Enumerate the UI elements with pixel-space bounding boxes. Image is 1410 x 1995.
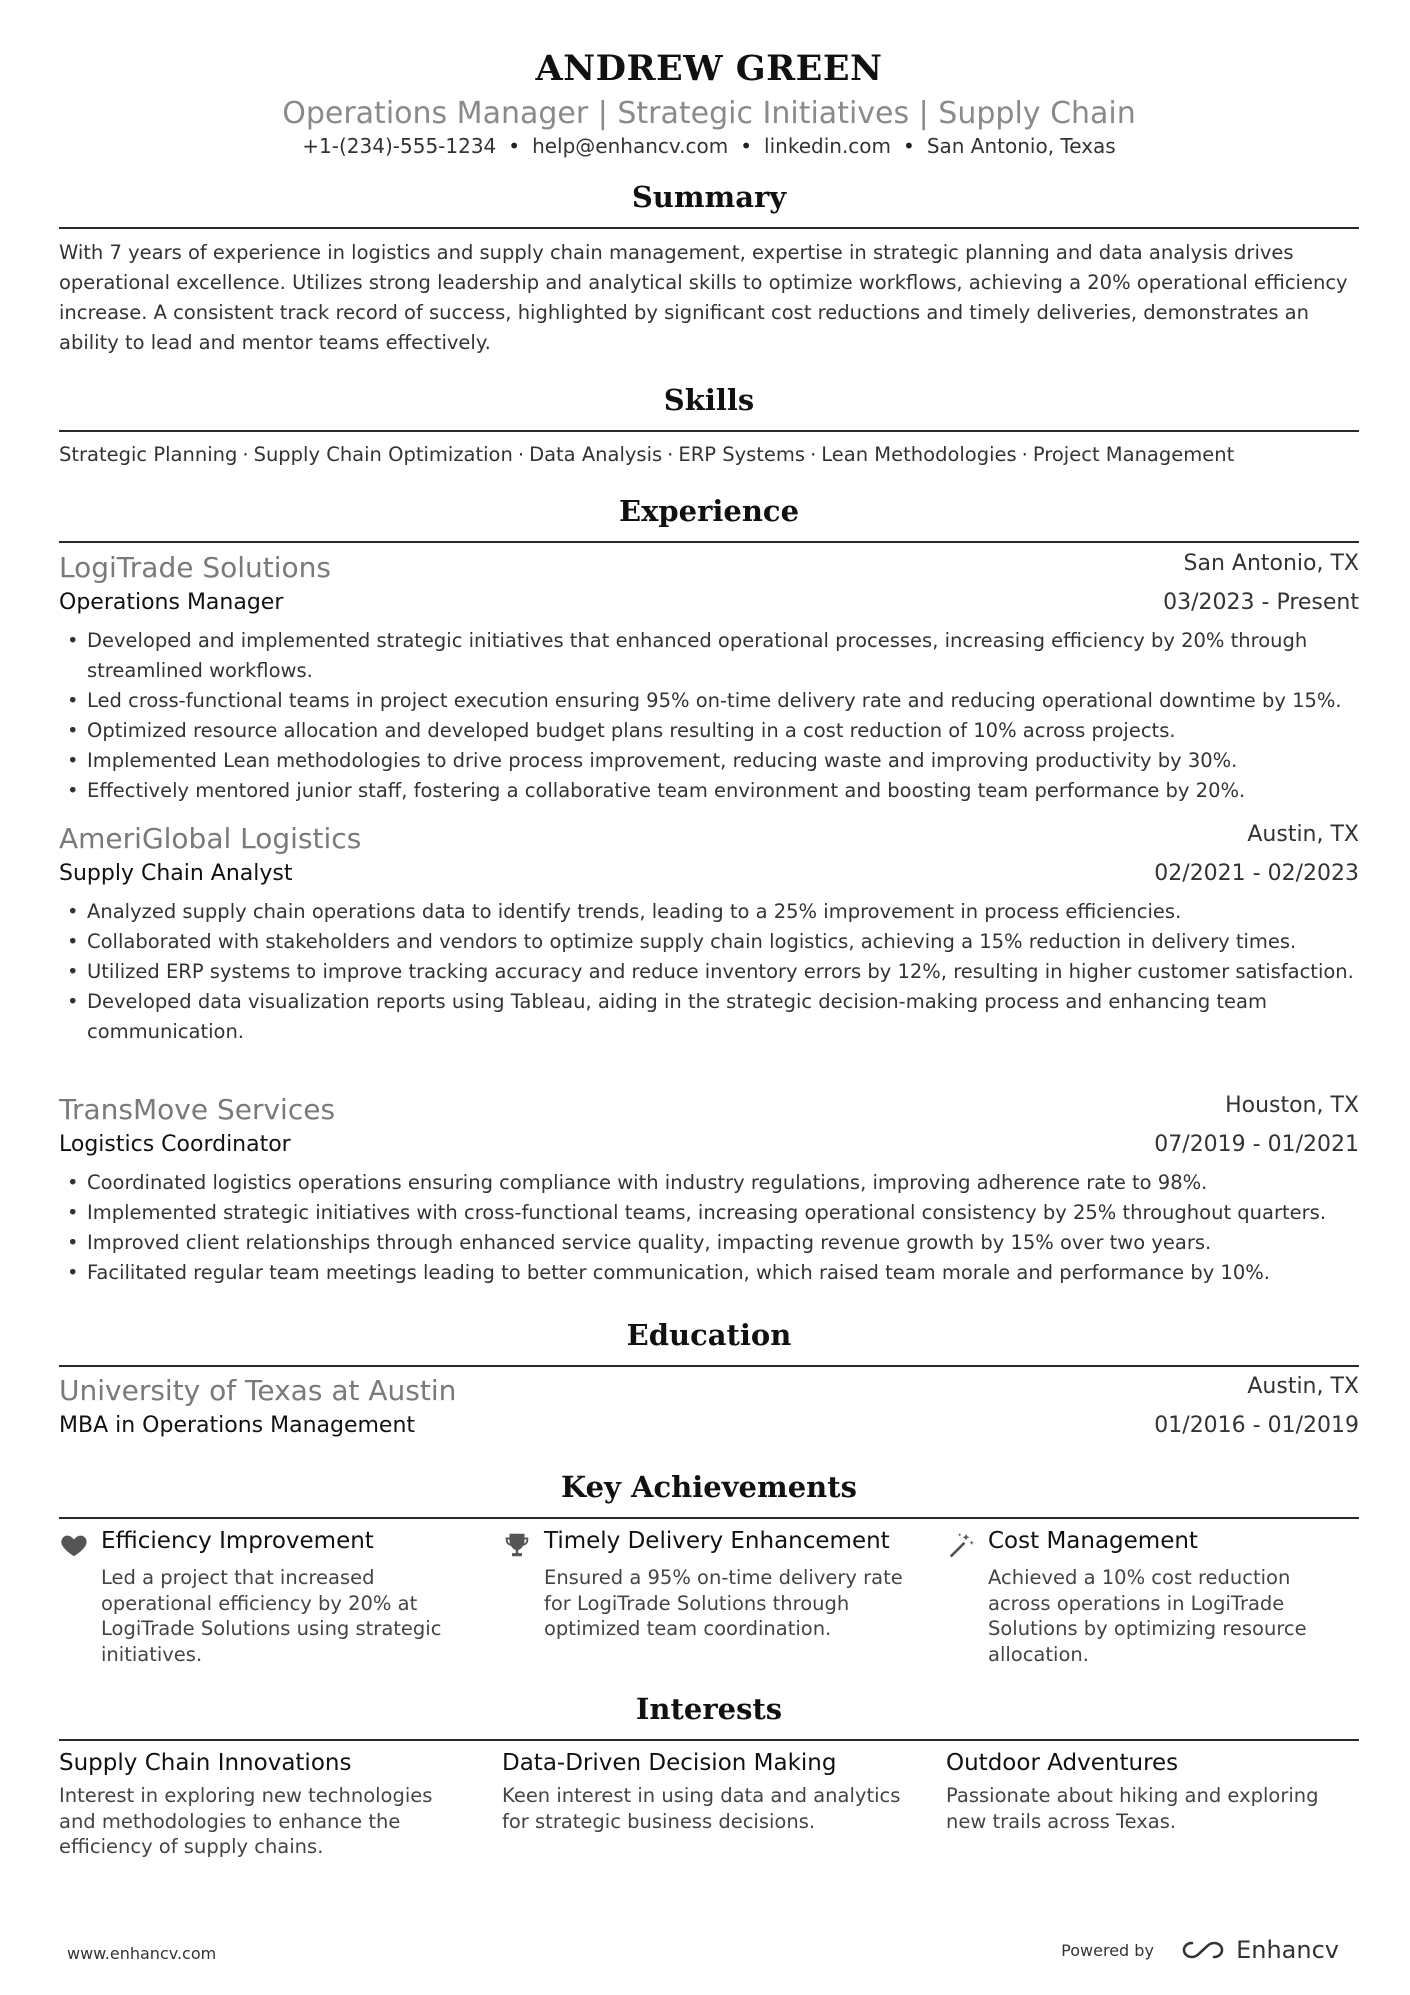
list-item: • Led cross-functional teams in project execution ensuring 95% on-time delivery rate and reducing operational downtime by 15%. [59,686,1359,716]
powered-by-badge[interactable] [1061,1936,1339,1966]
email-link[interactable]: help@enhancv.com [532,134,729,158]
job-header [59,822,1359,856]
job-header [59,551,1359,585]
separator-dot: • [903,134,915,158]
skills-list: Strategic Planning · Supply Chain Optimization · Data Analysis · ERP Systems · Lean Methodologies · Project Management [59,443,1235,466]
interest-item [59,1750,479,1860]
job-title: Logistics Coordinator [59,1132,291,1157]
skill-item: Data Analysis [529,443,663,466]
achievement-desc: Led a project that increased operational efficiency by 20% at LogiTrade Solutions using strategic initiatives. [101,1566,442,1666]
section-divider [59,1739,1359,1741]
interest-desc: Keen interest in using data and analytics for strategic business decisions. [502,1784,901,1833]
school-location: Austin, TX [1247,1374,1359,1399]
job-bullets [59,1168,1359,1288]
achievement-desc: Ensured a 95% on-time delivery rate for LogiTrade Solutions through optimized team coordination. [544,1566,903,1640]
list-item: • Utilized ERP systems to improve tracking accuracy and reduce inventory errors by 12%, resulting in higher customer satisfaction. [59,957,1359,987]
location: San Antonio, Texas [926,134,1116,158]
achievement-title: Timely Delivery Enhancement [544,1528,890,1554]
job-role-row [59,590,1359,624]
section-divider [59,227,1359,229]
interest-desc: Interest in exploring new technologies and methodologies to enhance the efficiency of supply chains. [59,1784,433,1858]
separator-dot: • [508,134,521,158]
section-divider [59,1517,1359,1519]
section-divider [59,430,1359,432]
list-item: • Collaborated with stakeholders and vendors to optimize supply chain logistics, achieving a 15% reduction in delivery times. [59,927,1359,957]
job-location: Houston, TX [1225,1093,1359,1118]
headline: Operations Manager | Strategic Initiatives | Supply Chain [282,96,1136,131]
list-item: • Improved client relationships through enhanced service quality, impacting revenue growth by 15% over two years. [59,1228,1359,1258]
job-dates: 03/2023 - Present [1163,590,1359,615]
degree: MBA in Operations Management [59,1413,416,1438]
list-item: • Analyzed supply chain operations data to identify trends, leading to a 25% improvement in process efficiencies. [59,897,1359,927]
section-title-achievements: Key Achievements [561,1470,857,1504]
heart-icon [59,1530,89,1560]
section-divider [59,541,1359,543]
company-name: LogiTrade Solutions [59,551,332,584]
brand-name: Enhancv [1236,1936,1339,1964]
job-bullets [59,897,1359,1047]
phone[interactable]: +1-(234)-555-1234 [302,134,497,158]
website-link[interactable]: www.enhancv.com [67,1944,217,1963]
interest-title: Outdoor Adventures [946,1750,1179,1776]
company-name: AmeriGlobal Logistics [59,822,362,855]
list-item: • Developed and implemented strategic initiatives that enhanced operational processes, increasing efficiency by 20% through streamlined workflows. [59,626,1359,686]
skill-item: Supply Chain Optimization [253,443,513,466]
skill-item: Lean Methodologies [821,443,1017,466]
section-divider [59,1365,1359,1367]
interest-title: Data-Driven Decision Making [502,1750,837,1776]
list-item: • Coordinated logistics operations ensuring compliance with industry regulations, improving adherence rate to 98%. [59,1168,1359,1198]
resume-page [59,0,1359,1995]
contact-line [59,134,1359,158]
interest-desc: Passionate about hiking and exploring new trails across Texas. [946,1784,1319,1833]
job-bullets [59,626,1359,806]
job-title: Operations Manager [59,590,284,615]
interest-item [946,1750,1366,1834]
list-item: • Optimized resource allocation and developed budget plans resulting in a cost reduction of 10% across projects. [59,716,1359,746]
section-title-education: Education [626,1318,792,1352]
section-title-skills: Skills [663,383,755,417]
company-name: TransMove Services [59,1093,336,1126]
powered-by-label: Powered by [1061,1940,1154,1960]
job-role-row [59,861,1359,895]
list-item: • Developed data visualization reports using Tableau, aiding in the strategic decision-making process and enhancing team communication. [59,987,1359,1047]
job-dates: 07/2019 - 01/2021 [1154,1132,1359,1157]
summary-text: With 7 years of experience in logistics and supply chain management, expertise in strategic planning and data analysis drives operational excellence. Utilizes strong leadership and analytical skills to optimize workflows, achieving a 20% operational efficiency increase. A consistent track record of success, highlighted by significant cost reductions and timely deliveries, demonstrates an ability to lead and mentor teams effectively. [59,241,1348,354]
skill-item: Strategic Planning [59,443,238,466]
job-title: Supply Chain Analyst [59,861,293,886]
separator-dot: • [740,134,753,158]
job-location: San Antonio, TX [1183,551,1359,576]
job-role-row [59,1132,1359,1166]
list-item: • Implemented Lean methodologies to drive process improvement, reducing waste and improving productivity by 30%. [59,746,1359,776]
education-degree-row [59,1413,1359,1447]
education-header [59,1374,1359,1408]
interest-title: Supply Chain Innovations [59,1750,352,1776]
trophy-icon [502,1530,532,1560]
interest-item [502,1750,922,1834]
enhancv-logo-icon [1181,1939,1225,1961]
achievement-title: Cost Management [988,1528,1198,1554]
list-item: • Effectively mentored junior staff, fostering a collaborative team environment and boosting team performance by 20%. [59,776,1359,806]
job-dates: 02/2021 - 02/2023 [1154,861,1359,886]
candidate-name: ANDREW GREEN [535,48,883,89]
linkedin-link[interactable]: linkedin.com [764,134,892,158]
skill-item: ERP Systems [678,443,806,466]
job-location: Austin, TX [1247,822,1359,847]
skill-item: Project Management [1032,443,1235,466]
achievement-title: Efficiency Improvement [101,1528,374,1554]
achievement-desc: Achieved a 10% cost reduction across operations in LogiTrade Solutions by optimizing resource allocation. [988,1566,1307,1666]
section-title-interests: Interests [635,1692,783,1726]
school-name: University of Texas at Austin [59,1374,457,1407]
magic-wand-icon [946,1530,976,1560]
list-item: • Facilitated regular team meetings leading to better communication, which raised team morale and performance by 10%. [59,1258,1359,1288]
section-title-experience: Experience [618,494,800,528]
job-header [59,1093,1359,1127]
education-dates: 01/2016 - 01/2019 [1154,1413,1359,1438]
section-title-summary: Summary [631,180,787,214]
list-item: • Implemented strategic initiatives with cross-functional teams, increasing operational consistency by 25% throughout quarters. [59,1198,1359,1228]
